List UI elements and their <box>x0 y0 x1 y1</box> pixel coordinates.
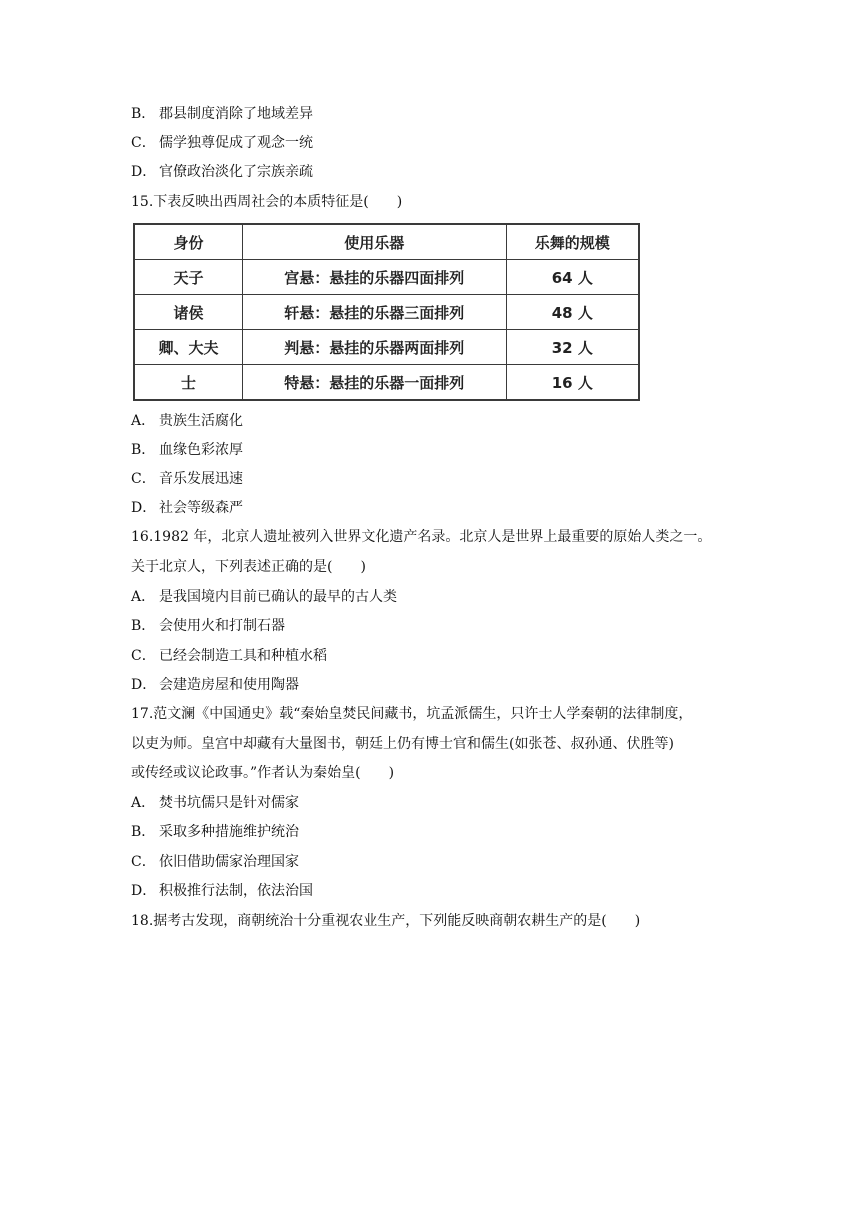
option-text: 郡县制度消除了地域差异 <box>159 106 313 122</box>
option-letter: B． <box>131 824 156 840</box>
q17-stem-line-1: 17.范文澜《中国通史》载“秦始皇焚民间藏书，坑孟派儒生，只许士人学秦朝的法律制度， <box>131 706 693 722</box>
option-letter: D． <box>131 500 157 516</box>
option-text: 会建造房屋和使用陶器 <box>159 677 299 693</box>
q16-option-c <box>131 646 327 666</box>
q16-option-d <box>131 675 299 695</box>
table-cell: 16 人 <box>506 365 639 401</box>
q17-stem-line-3: 或传经或议论政事。”作者认为秦始皇( ) <box>131 765 395 781</box>
table-cell: 48 人 <box>506 295 639 330</box>
table-header-cell: 乐舞的规模 <box>506 224 639 260</box>
option-text: 会使用火和打制石器 <box>159 618 285 634</box>
option-text: 儒学独尊促成了观念一统 <box>159 135 313 151</box>
table-cell: 诸侯 <box>134 295 242 330</box>
option-letter: D． <box>131 164 157 180</box>
q16-option-b <box>131 616 285 636</box>
option-letter: B． <box>131 442 156 458</box>
option-text: 贵族生活腐化 <box>159 413 243 429</box>
table-cell: 卿、大夫 <box>134 330 242 365</box>
q15-option-c <box>131 469 243 489</box>
option-letter: B． <box>131 106 156 122</box>
q15-stem: 15.下表反映出西周社会的本质特征是( ) <box>131 194 403 210</box>
option-letter: A． <box>131 413 156 429</box>
option-letter: C． <box>131 854 156 870</box>
q14-option-d <box>131 162 313 182</box>
option-text: 血缘色彩浓厚 <box>159 442 243 458</box>
table-cell: 判悬：悬挂的乐器两面排列 <box>242 330 506 365</box>
option-text: 社会等级森严 <box>159 500 243 516</box>
q16-stem-line-2: 关于北京人，下列表述正确的是( ) <box>131 559 366 575</box>
table-row <box>134 295 639 330</box>
option-letter: C． <box>131 648 156 664</box>
option-letter: A． <box>131 795 156 811</box>
option-letter: D． <box>131 677 157 693</box>
option-letter: C． <box>131 135 156 151</box>
table-cell: 轩悬：悬挂的乐器三面排列 <box>242 295 506 330</box>
q15-option-d <box>131 498 243 518</box>
q15-option-b <box>131 440 243 460</box>
q15-option-a <box>131 411 243 431</box>
table-cell: 32 人 <box>506 330 639 365</box>
table-header-cell: 身份 <box>134 224 242 260</box>
q17-option-b <box>131 822 299 842</box>
option-text: 音乐发展迅速 <box>159 471 243 487</box>
q17-stem-line-2: 以吏为师。皇宫中却藏有大量图书，朝廷上仍有博士官和儒生(如张苍、叔孙通、伏胜等) <box>131 736 674 752</box>
table-cell: 士 <box>134 365 242 401</box>
table-cell: 宫悬：悬挂的乐器四面排列 <box>242 260 506 295</box>
table-cell: 天子 <box>134 260 242 295</box>
q16-stem-line-1: 16.1982 年，北京人遗址被列入世界文化遗产名录。北京人是世界上最重要的原始人类之一。 <box>131 529 712 545</box>
option-text: 是我国境内目前已确认的最早的古人类 <box>159 589 397 605</box>
q15-table <box>133 223 640 401</box>
option-text: 已经会制造工具和种植水稻 <box>159 648 327 664</box>
q16-option-a <box>131 587 397 607</box>
table-row <box>134 260 639 295</box>
option-text: 采取多种措施维护统治 <box>159 824 299 840</box>
table-cell: 64 人 <box>506 260 639 295</box>
q18-stem: 18.据考古发现，商朝统治十分重视农业生产，下列能反映商朝农耕生产的是( ) <box>131 913 641 929</box>
table-header-cell: 使用乐器 <box>242 224 506 260</box>
table-cell: 特悬：悬挂的乐器一面排列 <box>242 365 506 401</box>
q17-option-a <box>131 793 299 813</box>
option-text: 积极推行法制，依法治国 <box>159 883 313 899</box>
q17-option-c <box>131 852 299 872</box>
option-letter: C． <box>131 471 156 487</box>
option-letter: A． <box>131 589 156 605</box>
table-row <box>134 365 639 401</box>
q17-option-d <box>131 881 313 901</box>
table-row <box>134 330 639 365</box>
option-letter: B． <box>131 618 156 634</box>
q14-option-b <box>131 104 313 124</box>
table-header-row <box>134 224 639 260</box>
option-letter: D． <box>131 883 157 899</box>
q14-option-c <box>131 133 313 153</box>
option-text: 官僚政治淡化了宗族亲疏 <box>159 164 313 180</box>
option-text: 焚书坑儒只是针对儒家 <box>159 795 299 811</box>
option-text: 依旧借助儒家治理国家 <box>159 854 299 870</box>
